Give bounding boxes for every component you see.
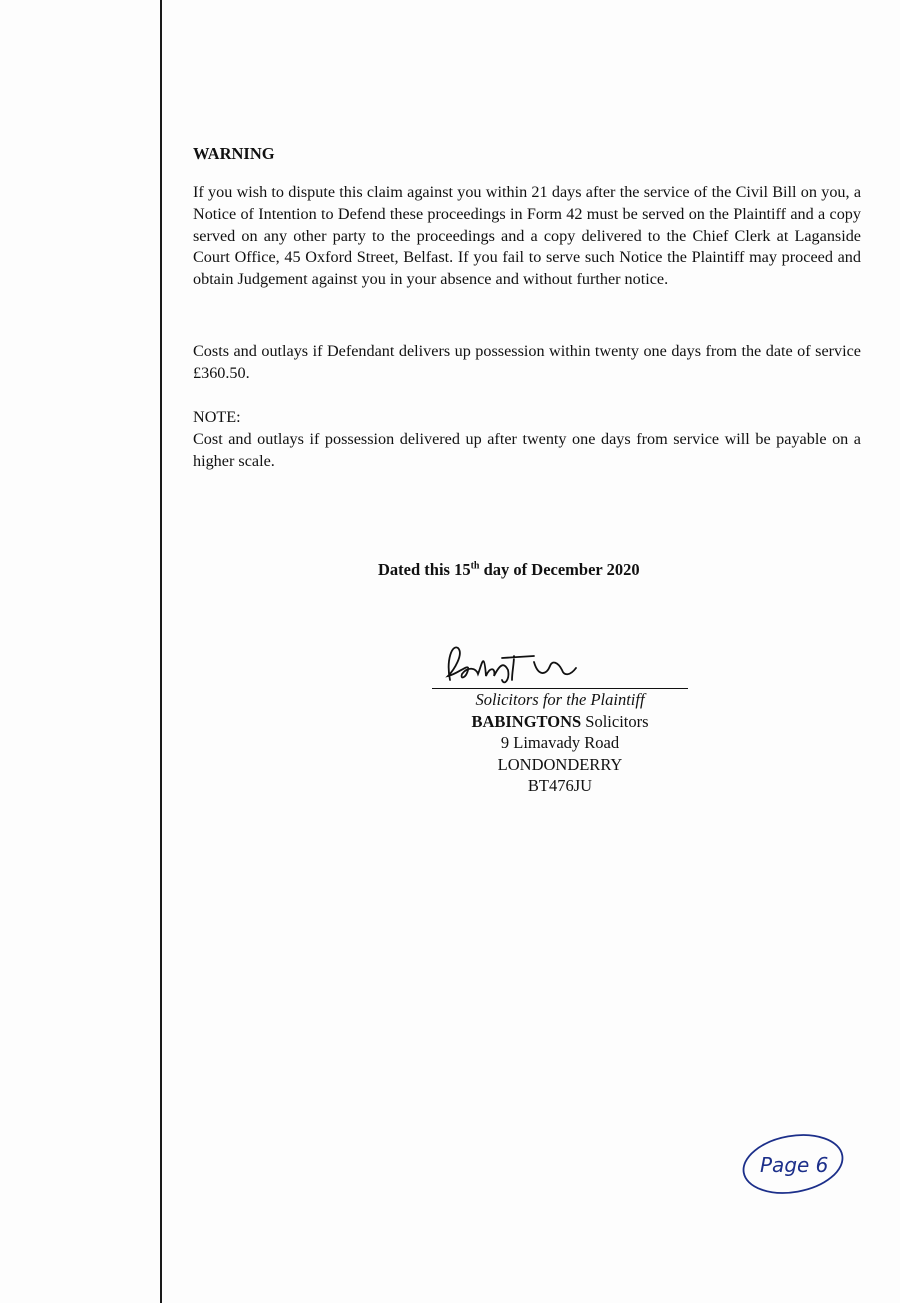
solicitor-label: Solicitors for the Plaintiff <box>475 690 645 709</box>
dated-day <box>454 560 479 579</box>
dated-day-number: 15 <box>454 560 471 579</box>
address-line-2: LONDONDERRY <box>497 754 623 774</box>
firm-name <box>432 711 688 733</box>
margin-rule <box>160 0 162 1303</box>
firm-name-rest: Solicitors <box>581 711 649 731</box>
warning-paragraph: If you wish to dispute this claim against you within 21 days after the service of the Civil Bill on you, a Notice of Intention to Defend these proceedings in Form 42 must be served on the Plaintiff and a copy served on any other party to the proceedings and a copy delivered to the Chief Clerk at Laganside Court Office, 45 Oxford Street, Belfast. If you fail to serve such Notice the Plaintiff may proceed and obtain Judgement against you in your absence and without further notice. <box>193 183 861 289</box>
dated-rest: day of December 2020 <box>483 560 640 579</box>
page-number-stamp <box>738 1128 848 1198</box>
dated-prefix: Dated this <box>378 560 450 579</box>
signature-block <box>432 648 688 797</box>
dated-line <box>378 560 640 580</box>
address-line-3: BT476JU <box>527 776 593 795</box>
costs-paragraph: Costs and outlays if Defendant delivers up possession within twenty one days from the date of service £360.50. <box>193 342 861 382</box>
firm-name-bold: BABINGTONS <box>471 711 582 731</box>
dated-day-suffix: th <box>470 560 480 572</box>
note-paragraph: Cost and outlays if possession delivered up after twenty one days from service will be payable on a higher scale. <box>193 430 861 470</box>
page-stamp-text: Page 6 <box>760 1153 829 1177</box>
address-line-1: 9 Limavady Road <box>500 733 620 752</box>
warning-heading: WARNING <box>193 144 275 163</box>
note-label: NOTE: <box>193 408 241 426</box>
